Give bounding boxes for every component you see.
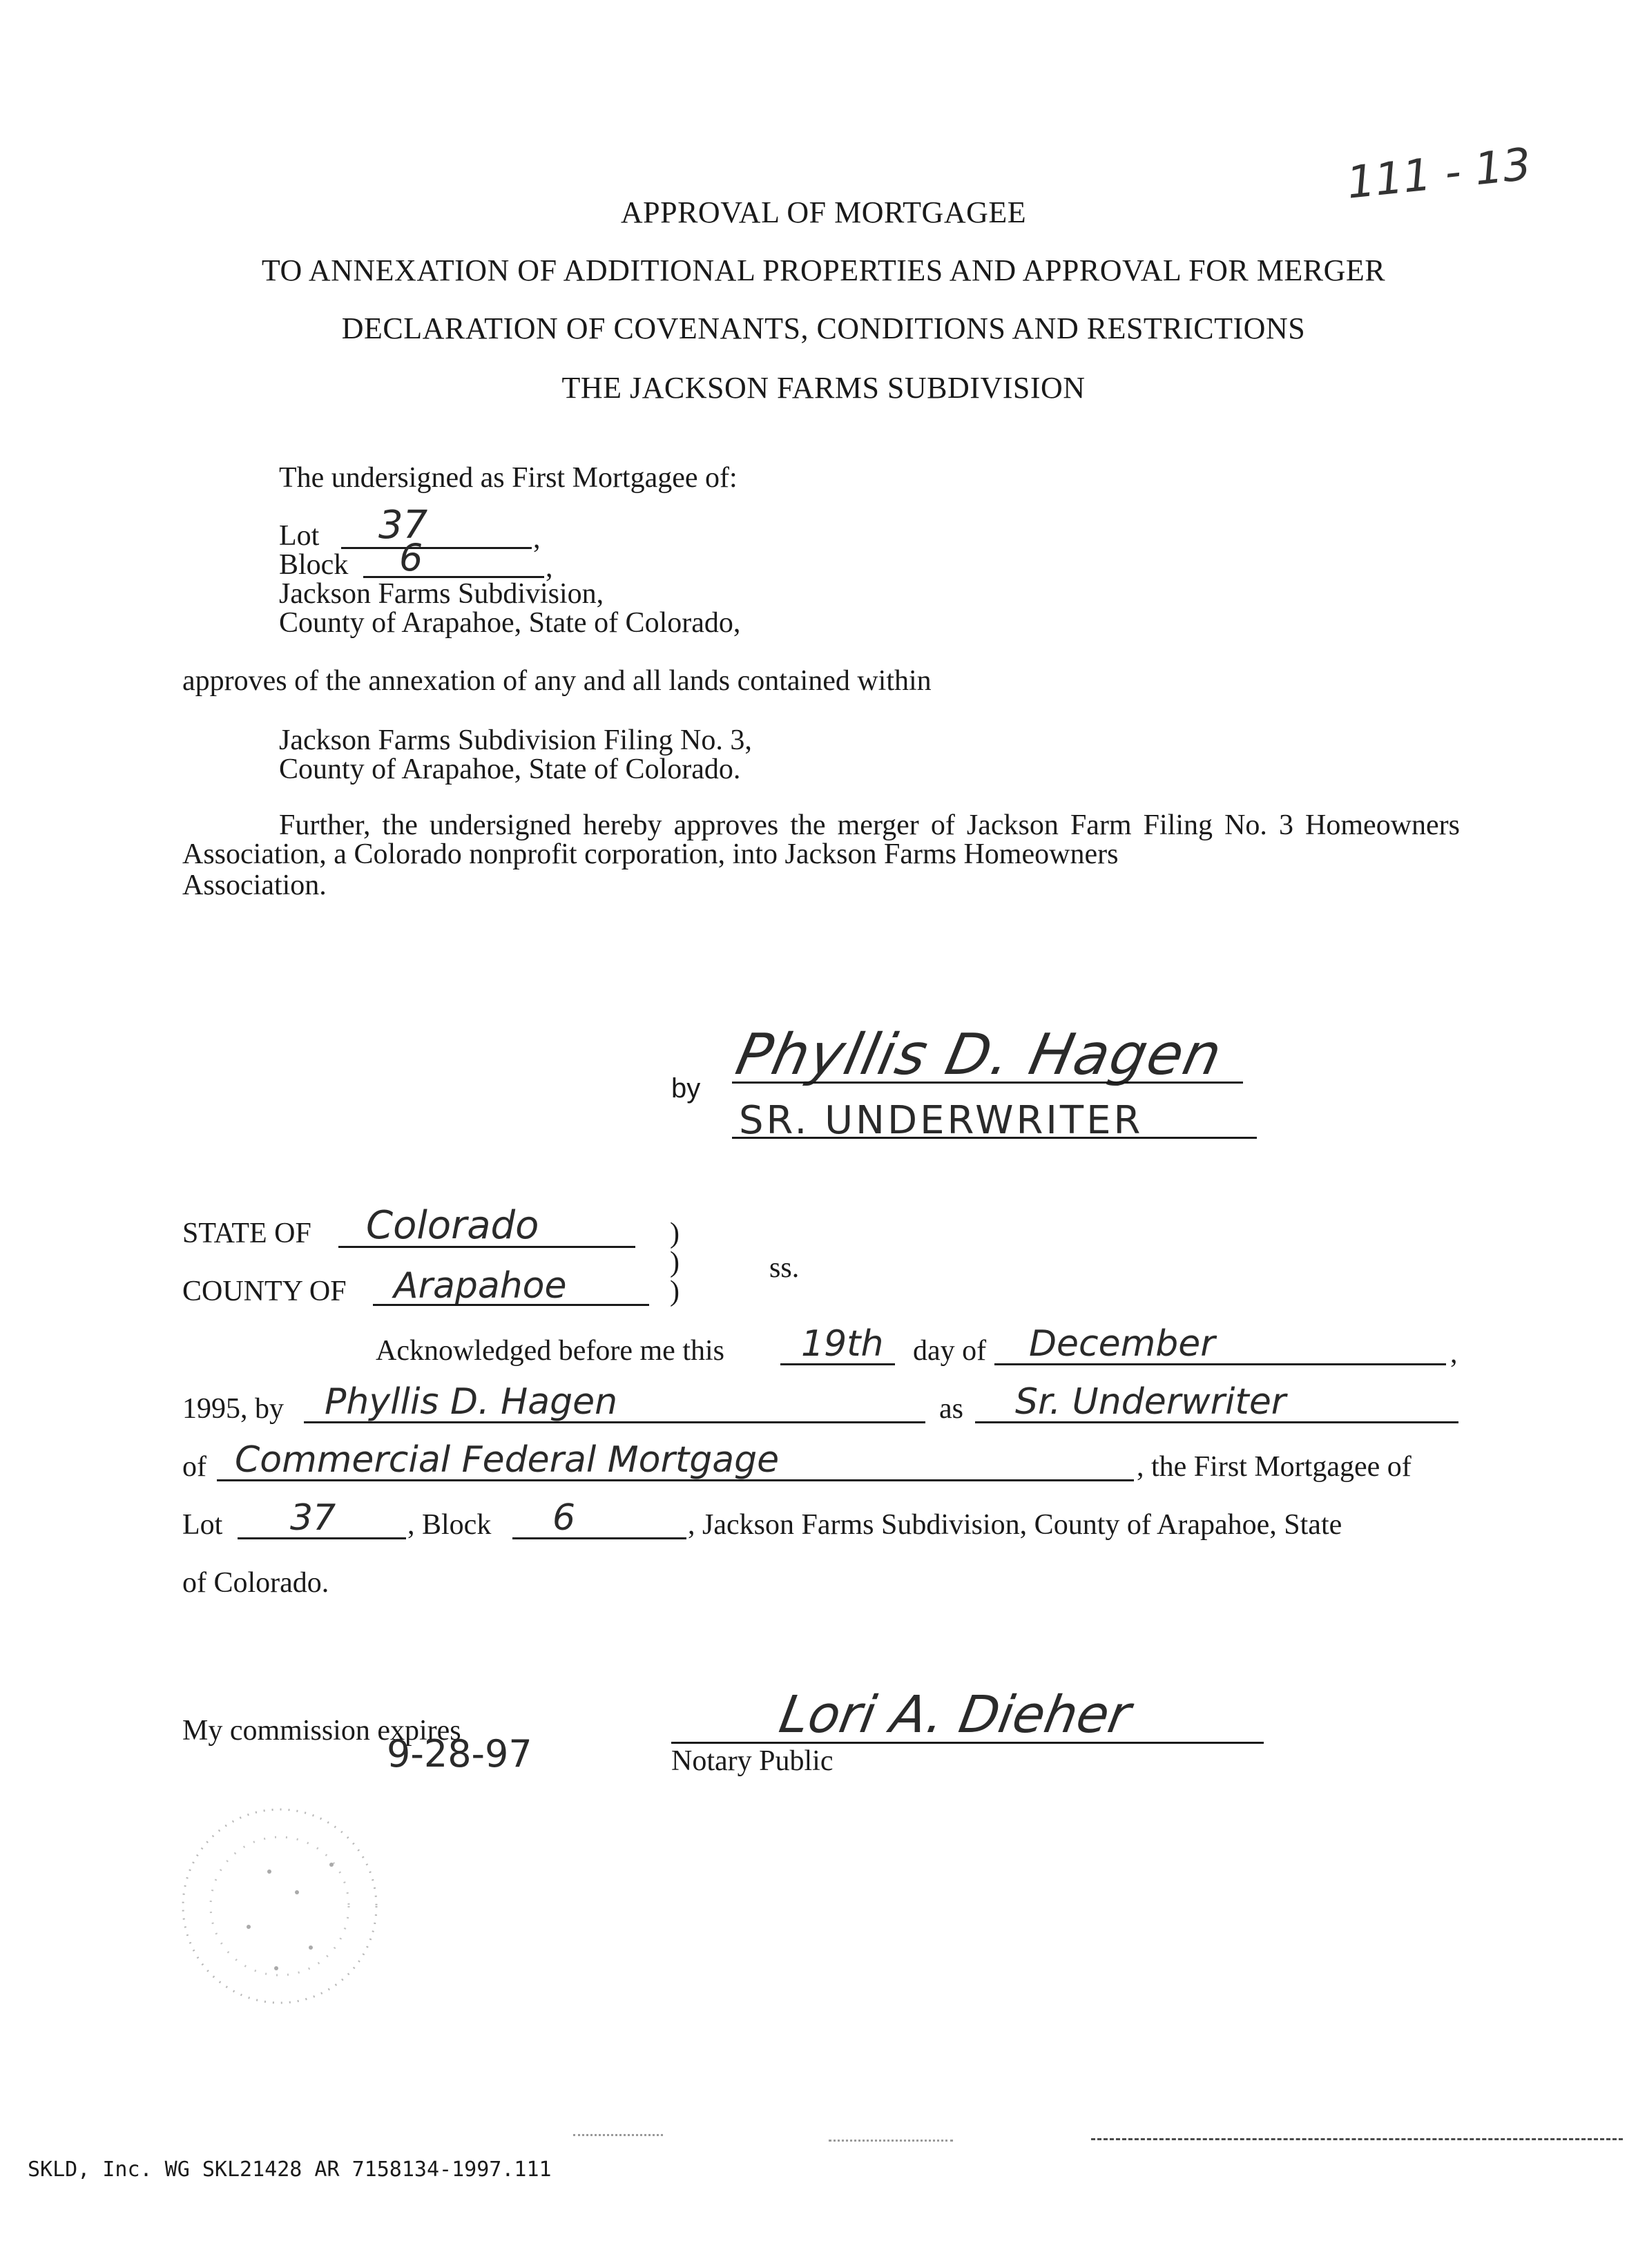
merger-last-line: Association.: [182, 869, 327, 901]
lot-line: [341, 547, 532, 549]
name-line: [304, 1421, 925, 1423]
ack-lot-line: [238, 1537, 406, 1539]
county-value: Arapahoe: [394, 1265, 567, 1307]
year-by-text: 1995, by: [182, 1393, 284, 1425]
commission-date: 9-28-97: [387, 1732, 532, 1776]
role-line: [975, 1421, 1458, 1423]
ss-label: ss.: [769, 1252, 800, 1284]
ack-block-label: , Block: [407, 1509, 492, 1541]
role-value: Sr. Underwriter: [1015, 1381, 1287, 1423]
month-comma: ,: [1450, 1338, 1458, 1370]
commission-label: My commission expires: [182, 1715, 461, 1747]
first-mortgagee-text: , the First Mortgagee of: [1137, 1451, 1412, 1483]
notary-signature: Lori A. Dieher: [775, 1685, 1135, 1745]
day-line: [780, 1363, 895, 1365]
county-line: [373, 1304, 649, 1306]
subdivision-text: Jackson Farms Subdivision,: [279, 578, 604, 610]
ack-lot-value: 37: [290, 1497, 336, 1539]
ack-block-line: [512, 1537, 686, 1539]
signature-line: [732, 1082, 1243, 1084]
county-text: County of Arapahoe, State of Colorado,: [279, 607, 741, 639]
acknowledged-text: Acknowledged before me this: [376, 1335, 725, 1367]
of-text: of: [182, 1451, 206, 1483]
corner-note: 111 - 13: [1344, 139, 1534, 209]
notary-seal: [166, 1789, 394, 2024]
title-subdivision: THE JACKSON FARMS SUBDIVISION: [561, 371, 1086, 405]
undersigned-text: The undersigned as First Mortgagee of:: [279, 462, 738, 494]
ack-lot-label: Lot: [182, 1509, 223, 1541]
filing-county-text: County of Arapahoe, State of Colorado.: [279, 753, 741, 785]
scan-mark-right: [1091, 2138, 1623, 2140]
merger-paragraph: [182, 811, 1460, 869]
block-label: Block: [279, 549, 349, 581]
company-value: Commercial Federal Mortgage: [235, 1439, 780, 1481]
lot-label: Lot: [279, 520, 320, 552]
day-of-text: day of: [913, 1335, 987, 1367]
day-value: 19th: [801, 1323, 884, 1365]
title-approval: APPROVAL OF MORTGAGEE: [620, 195, 1027, 229]
notary-line: [671, 1742, 1264, 1744]
month-value: December: [1029, 1323, 1215, 1365]
paren-1: ): [670, 1218, 680, 1249]
scan-mark-left: [573, 2134, 663, 2136]
ack-subdivision-text: , Jackson Farms Subdivision, County of Arapahoe, State: [688, 1509, 1342, 1541]
county-label: COUNTY OF: [182, 1276, 347, 1307]
title-annexation: TO ANNEXATION OF ADDITIONAL PROPERTIES AND APPROVAL FOR MERGER: [261, 253, 1386, 287]
lot-value: 37: [378, 503, 428, 548]
state-line: [338, 1246, 635, 1248]
of-colorado-text: of Colorado.: [182, 1567, 329, 1599]
annexation-text: approves of the annexation of any and all lands contained within: [182, 665, 932, 697]
state-value: Colorado: [366, 1203, 539, 1248]
signer-title: SR. UNDERWRITER: [739, 1098, 1144, 1143]
block-value: 6: [399, 536, 423, 579]
lot-comma: ,: [533, 523, 541, 555]
ack-block-value: 6: [552, 1497, 576, 1539]
title-line: [732, 1137, 1257, 1139]
block-comma: ,: [546, 552, 553, 584]
month-line: [994, 1363, 1446, 1365]
by-label: by: [671, 1073, 701, 1104]
filing-text: Jackson Farms Subdivision Filing No. 3,: [279, 724, 752, 756]
footer-reference: SKLD, Inc. WG SKL21428 AR 7158134-1997.111: [28, 2158, 552, 2182]
paren-2: ): [670, 1247, 680, 1278]
state-label: STATE OF: [182, 1218, 311, 1249]
paren-3: ): [670, 1276, 680, 1307]
merger-body: Further, the undersigned hereby approves the merger of Jackson Farm Filing No. 3 Homeowners Association, a Colorado nonprofit corporation, into Jackson Farms Homeowners: [182, 809, 1460, 870]
scan-mark-mid: [829, 2140, 953, 2142]
name-value: Phyllis D. Hagen: [325, 1381, 618, 1423]
title-declaration: DECLARATION OF COVENANTS, CONDITIONS AND RESTRICTIONS: [341, 311, 1306, 345]
company-line: [217, 1479, 1134, 1481]
as-text: as: [939, 1393, 963, 1425]
signer-signature: Phyllis D. Hagen: [730, 1022, 1229, 1088]
notary-label: Notary Public: [671, 1745, 834, 1777]
